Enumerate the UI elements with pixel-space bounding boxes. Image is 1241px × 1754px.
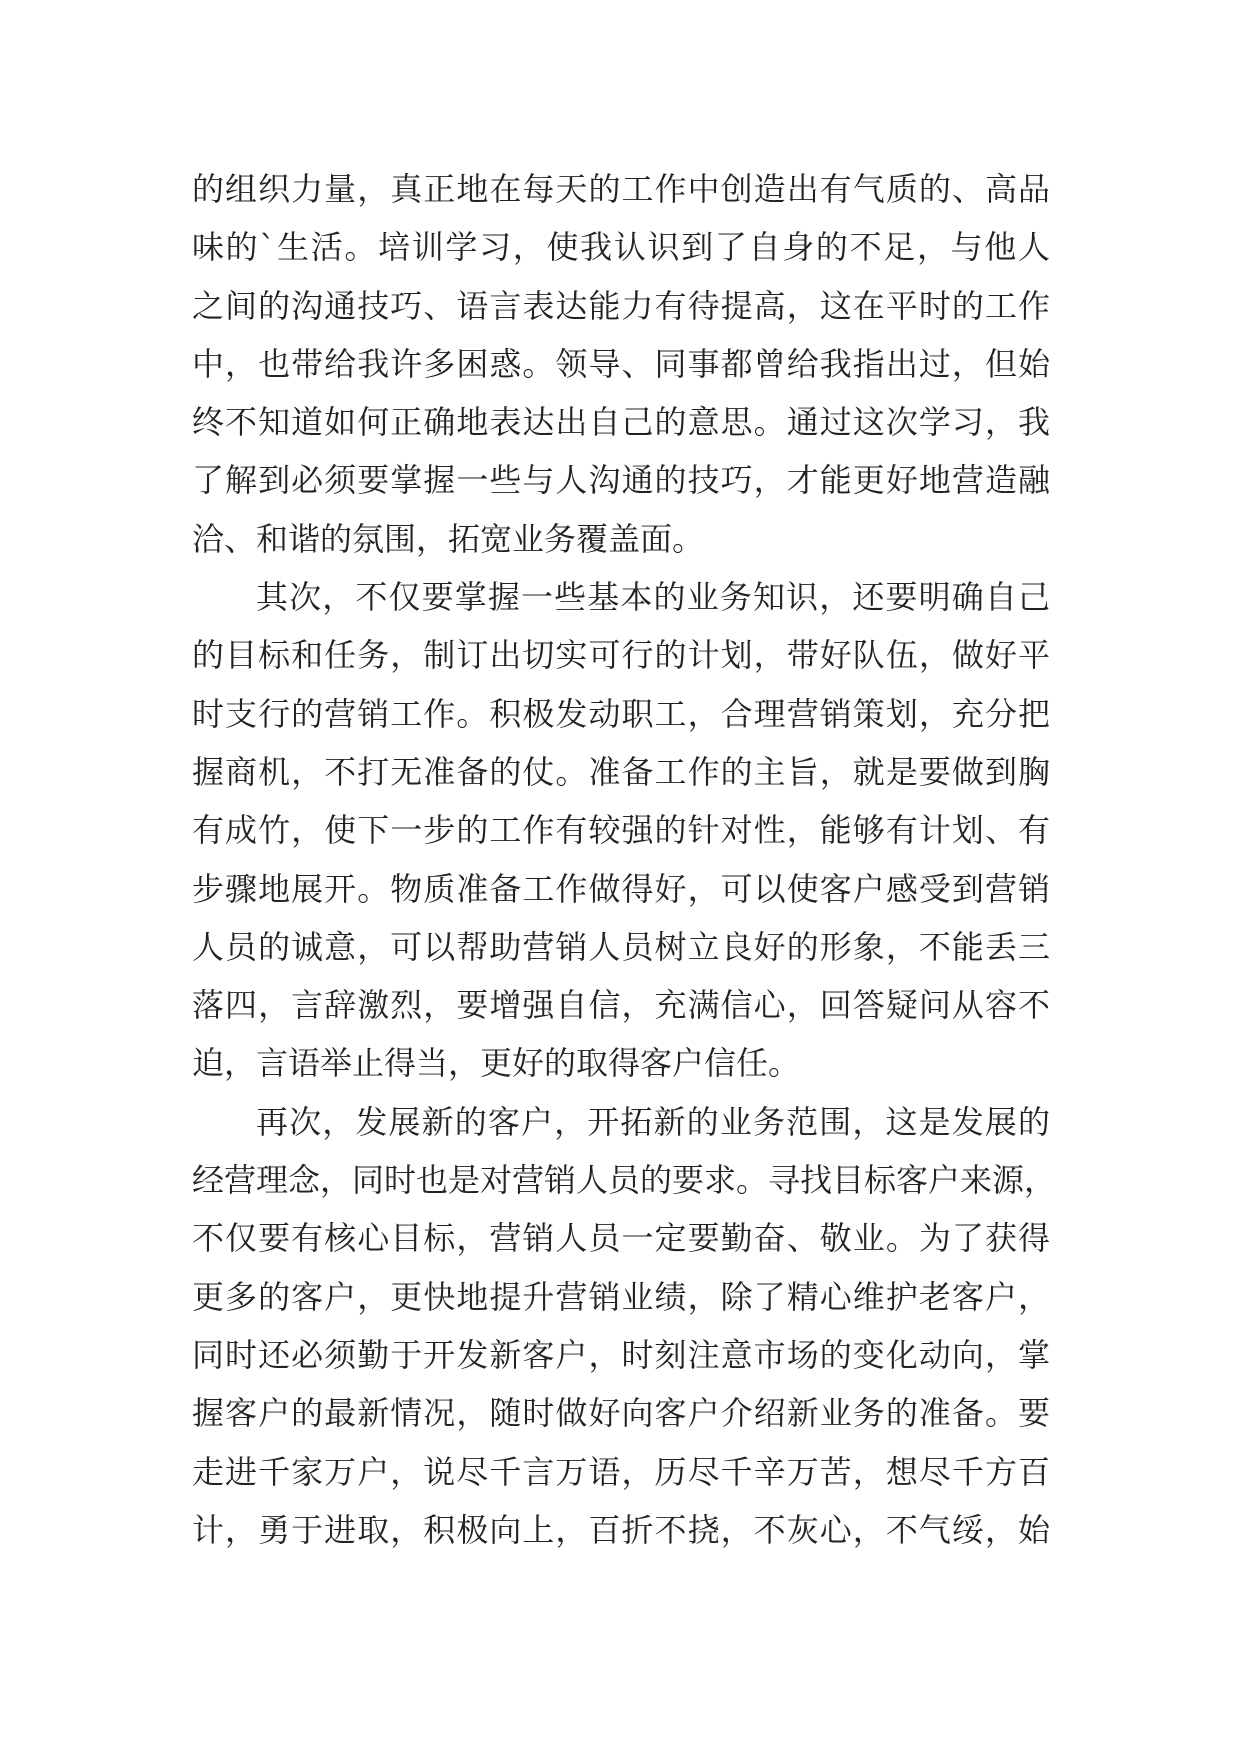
text-line: 洽、和谐的氛围，拓宽业务覆盖面。 bbox=[192, 519, 705, 558]
text-line: 的组织力量，真正地在每天的工作中创造出有气质的、高品 bbox=[192, 170, 1050, 208]
text-line: 中，也带给我许多困惑。领导、同事都曾给我指出过，但始 bbox=[192, 344, 1050, 383]
text-line: 步骤地展开。物质准备工作做得好，可以使客户感受到营销 bbox=[192, 869, 1050, 908]
text-line: 之间的沟通技巧、语言表达能力有待提高，这在平时的工作 bbox=[192, 286, 1050, 325]
text-line: 迫，言语举止得当，更好的取得客户信任。 bbox=[192, 1044, 801, 1083]
text-line: 同时还必须勤于开发新客户，时刻注意市场的变化动向，掌 bbox=[192, 1335, 1050, 1374]
text-line: 时支行的营销工作。积极发动职工，合理营销策划，充分把 bbox=[192, 694, 1050, 733]
text-line: 了解到必须要掌握一些与人沟通的技巧，才能更好地营造融 bbox=[192, 461, 1050, 500]
text-line: 的目标和任务，制订出切实可行的计划，带好队伍，做好平 bbox=[192, 636, 1050, 675]
text-line: 味的`生活。培训学习，使我认识到了自身的不足，与他人 bbox=[192, 228, 1050, 267]
text-line: 有成竹，使下一步的工作有较强的针对性，能够有计划、有 bbox=[192, 811, 1050, 850]
text-line: 更多的客户，更快地提升营销业绩，除了精心维护老客户， bbox=[192, 1277, 1050, 1316]
text-line: 经营理念，同时也是对营销人员的要求。寻找目标客户来源， bbox=[192, 1161, 1057, 1200]
text-line: 终不知道如何正确地表达出自己的意思。通过这次学习，我 bbox=[192, 403, 1050, 442]
text-line: 走进千家万户，说尽千言万语，历尽千辛万苦，想尽千方百 bbox=[192, 1452, 1050, 1491]
body-text bbox=[192, 160, 1057, 1559]
text-line: 握客户的最新情况，随时做好向客户介绍新业务的准备。要 bbox=[192, 1394, 1050, 1433]
text-line: 再次，发展新的客户，开拓新的业务范围，这是发展的 bbox=[256, 1102, 1050, 1141]
text-line: 人员的诚意，可以帮助营销人员树立良好的形象，不能丢三 bbox=[192, 927, 1050, 966]
text-line: 不仅要有核心目标，营销人员一定要勤奋、敬业。为了获得 bbox=[192, 1219, 1050, 1258]
text-line: 其次，不仅要掌握一些基本的业务知识，还要明确自己 bbox=[256, 578, 1050, 617]
text-line: 落四，言辞激烈，要增强自信，充满信心，回答疑问从容不 bbox=[192, 986, 1050, 1025]
text-line: 计，勇于进取，积极向上，百折不挠，不灰心，不气绥，始 bbox=[192, 1510, 1050, 1549]
text-line: 握商机，不打无准备的仗。准备工作的主旨，就是要做到胸 bbox=[192, 752, 1050, 791]
